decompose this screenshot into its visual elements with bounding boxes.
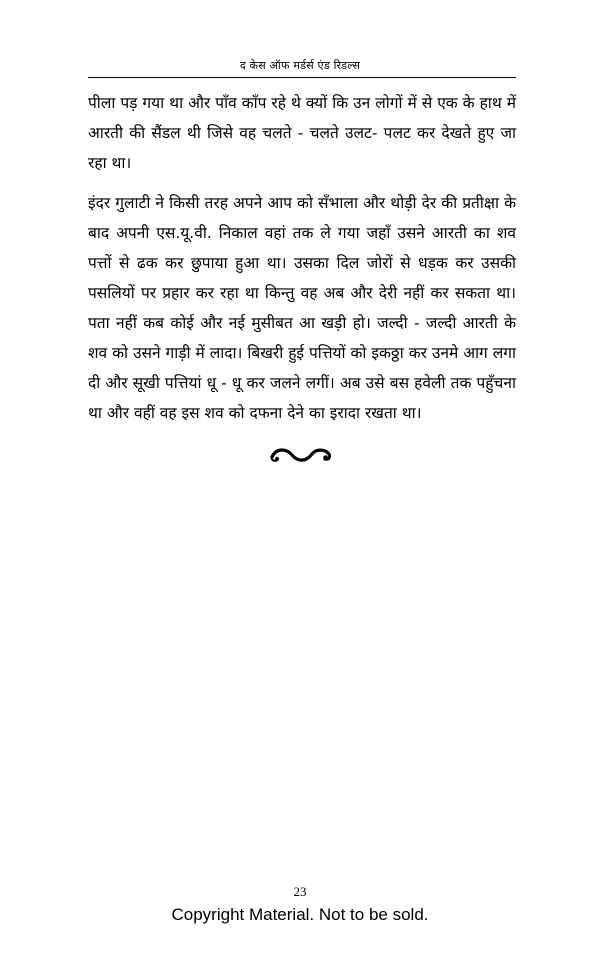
body-text [88, 88, 516, 438]
header-rule [88, 77, 516, 78]
copyright-notice: Copyright Material. Not to be sold. [171, 905, 429, 924]
swirl-ornament-icon [268, 440, 334, 470]
running-head: द केस ऑफ मर्डर्स एंड रिडल्स [239, 59, 361, 72]
page-number: 23 [293, 884, 307, 899]
paragraph-1: पीला पड़ गया था और पाँव काँप रहे थे क्यों कि उन लोगों में से एक के हाथ में आरती की सैंडल थी जिसे वह चलते - चलते उलट- पलट कर देखते हुए जा रहा था। [88, 94, 516, 172]
paragraph-2: इंदर गुलाटी ने किसी तरह अपने आप को सँभाला और थोड़ी देर की प्रतीक्षा के बाद अपनी एस.यू.वी. निकाल वहां तक ले गया जहाँ उसने आरती का शव पत्तों से ढक कर छुपाया हुआ था। उसका दिल जोरों से धड़क कर उसकी पसलियों पर प्रहार कर रहा था किन्तु वह अब और देरी नहीं कर सकता था। पता नहीं कब कोई और नई मुसीबत आ खड़ी हो। जल्दी - जल्दी आरती के शव को उसने गाड़ी में लादा। बिखरी हुई पत्तियों को इकठ्ठा कर उनमे आग लगा दी और सूखी पत्तियां धू - धू कर जलने लगीं। अब उसे बस हवेली तक पहुँचना था और वहीं वह इस शव को दफना देने का इरादा रखता था। [88, 194, 516, 422]
